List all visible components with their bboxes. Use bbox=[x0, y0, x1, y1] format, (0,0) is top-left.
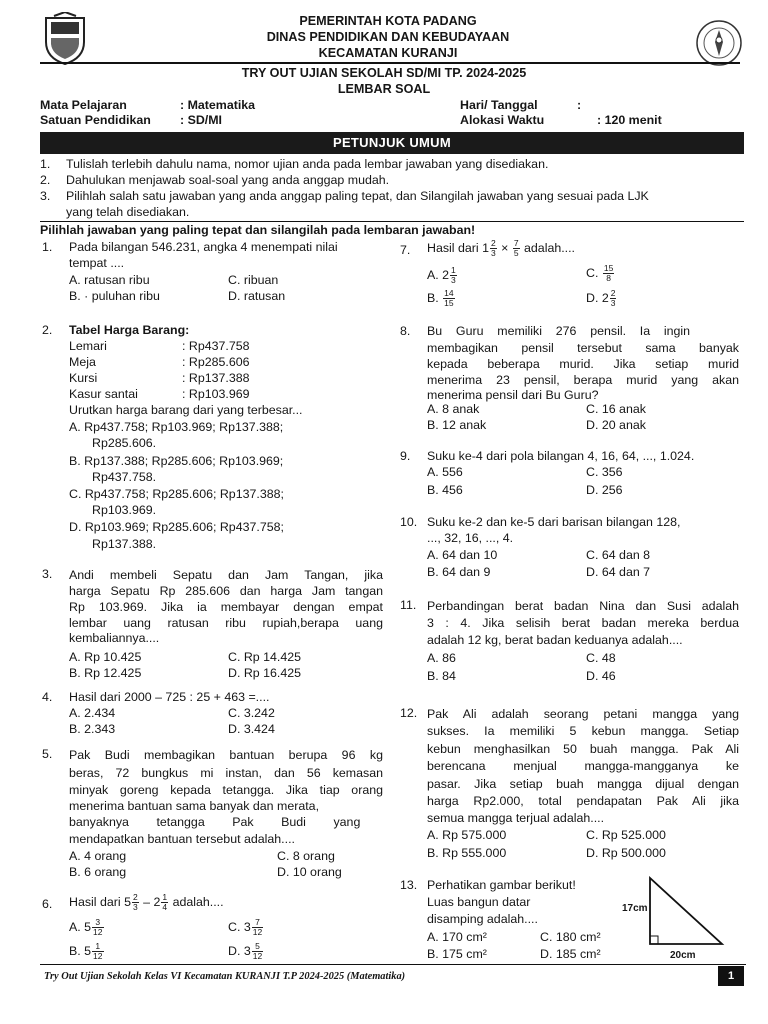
fraction-numerator: 5 bbox=[252, 942, 263, 952]
question-text: Pak Ali adalah seorang petani mangga yang bbox=[427, 707, 739, 721]
sheet-title: LEMBAR SOAL bbox=[337, 82, 431, 96]
option-d: D. 20 anak bbox=[586, 418, 646, 432]
table-heading: Tabel Harga Barang: bbox=[69, 323, 190, 337]
option-b-cont: Rp437.758. bbox=[92, 470, 157, 484]
question-text: mendapatkan bantuan tersebut adalah.... bbox=[69, 832, 295, 846]
rule-number: 3. bbox=[40, 189, 51, 203]
main-instruction: Pilihlah jawaban yang paling tepat dan silangilah pada lembaran jawaban! bbox=[40, 223, 476, 237]
option-b-whole: B. bbox=[427, 290, 439, 305]
option-b: B. 456 bbox=[427, 483, 463, 497]
table-price: : Rp285.606 bbox=[182, 355, 250, 369]
option-b: B. 6 orang bbox=[69, 865, 127, 879]
option-c: C. ribuan bbox=[228, 273, 279, 287]
table-item: Lemari bbox=[69, 339, 107, 353]
question-text: minyak goreng kepada tetangga. Jika tiap orang bbox=[69, 783, 383, 797]
question-text: Bu Guru memiliki 276 pensil. Ia ingin bbox=[427, 324, 691, 338]
unit-label: Satuan Pendidikan bbox=[40, 113, 151, 127]
question-text: sukses. Ia memiliki 5 kebun mangga. Setiap bbox=[427, 724, 739, 738]
option-d: D. Rp 500.000 bbox=[586, 846, 666, 860]
option-b bbox=[427, 289, 456, 308]
table-price: : Rp137.388 bbox=[182, 371, 250, 385]
triangle-height-label: 17cm bbox=[622, 903, 648, 914]
option-d: D. 185 cm² bbox=[540, 947, 601, 961]
page-number: 1 bbox=[718, 966, 744, 986]
fraction bbox=[161, 893, 168, 912]
fraction-numerator: 2 bbox=[490, 238, 496, 248]
question-text: Andi membeli Sepatu dan Jam Tangan, jika bbox=[69, 568, 383, 582]
option-b: B. Rp137.388; Rp285.606; Rp103.969; bbox=[69, 454, 284, 468]
option-c-cont: Rp103.969. bbox=[92, 503, 157, 517]
fraction-numerator: 15 bbox=[603, 263, 614, 273]
rule-text: yang telah disediakan. bbox=[66, 205, 190, 219]
question-text: Perbandingan berat badan Nina dan Susi adalah bbox=[427, 599, 739, 613]
question-text: membagikan pensil tersebut sama banyak bbox=[427, 341, 739, 355]
fraction-denominator: 3 bbox=[451, 275, 456, 285]
option-b: B. Rp 12.425 bbox=[69, 666, 142, 680]
option-c: C. Rp437.758; Rp285.606; Rp137.388; bbox=[69, 487, 284, 501]
fraction bbox=[603, 264, 614, 283]
fraction bbox=[490, 239, 497, 258]
option-c-whole: C. 3 bbox=[228, 919, 251, 934]
fraction-numerator: 1 bbox=[162, 892, 168, 902]
option-a: A. 86 bbox=[427, 651, 456, 665]
fraction bbox=[450, 266, 457, 285]
fraction-numerator: 1 bbox=[451, 265, 456, 275]
option-d-cont: Rp137.388. bbox=[92, 537, 157, 551]
footer-rule bbox=[40, 964, 746, 965]
question-text: adalah 12 kg, berat badan keduanya adalah.... bbox=[427, 633, 683, 647]
option-c: C. 64 dan 8 bbox=[586, 548, 651, 562]
question-text: Pada bilangan 546.231, angka 4 menempati nilai bbox=[69, 240, 338, 254]
header-line-1: PEMERINTAH KOTA PADANG bbox=[299, 14, 477, 28]
fraction-denominator: 3 bbox=[132, 902, 138, 912]
option-a-cont: Rp285.606. bbox=[92, 436, 157, 450]
option-a bbox=[69, 918, 105, 937]
option-c: C. 356 bbox=[586, 465, 623, 479]
fraction-numerator: 7 bbox=[252, 918, 263, 928]
question-text: menerima bantuan sama banyak dan merata, bbox=[69, 799, 320, 813]
general-instructions-heading: PETUNJUK UMUM bbox=[332, 135, 451, 150]
option-b: B. 175 cm² bbox=[427, 947, 487, 961]
question-text: berencana menjual mangga-mangganya ke bbox=[427, 759, 739, 773]
question-text: Suku ke-4 dari pola bilangan 4, 16, 64, ..., 1.024. bbox=[427, 449, 695, 463]
option-d: D. 3.424 bbox=[228, 722, 275, 736]
fraction bbox=[443, 289, 454, 308]
option-d: D. 256 bbox=[586, 483, 623, 497]
question-text: banyaknya tetangga Pak Budi yang bbox=[69, 815, 361, 829]
question-text: Pak Budi membagikan bantuan berupa 96 kg bbox=[69, 748, 383, 762]
fraction-denominator: 8 bbox=[606, 273, 611, 283]
question-text: harga Sepatu Rp 285.606 dan harga Jam tangan bbox=[69, 584, 383, 598]
fraction-numerator: 2 bbox=[610, 288, 616, 298]
question-text-part: – 2 bbox=[139, 894, 161, 909]
option-a: A. 2.434 bbox=[69, 706, 116, 720]
option-a: A. 556 bbox=[427, 465, 463, 479]
option-c-whole: C. bbox=[586, 265, 599, 280]
option-d bbox=[228, 942, 264, 961]
question-number: 10. bbox=[400, 515, 418, 529]
option-a: A. ratusan ribu bbox=[69, 273, 150, 287]
question-number: 9. bbox=[400, 449, 411, 463]
question-text: disamping adalah.... bbox=[427, 912, 538, 926]
question-text: 3 : 4. Jika selisih berat badan mereka berdua bbox=[427, 616, 739, 630]
question-number: 8. bbox=[400, 324, 411, 338]
header-line-2: DINAS PENDIDIKAN DAN KEBUDAYAAN bbox=[266, 30, 510, 44]
fraction bbox=[252, 918, 263, 937]
fraction-denominator: 15 bbox=[444, 298, 454, 308]
general-instructions-bar bbox=[40, 132, 744, 154]
table-item: Meja bbox=[69, 355, 96, 369]
fraction-numerator: 7 bbox=[513, 238, 519, 248]
instructions-rule bbox=[40, 221, 744, 222]
question-text: menerima 23 pensil, berapa murid yang akan bbox=[427, 373, 739, 387]
option-d: D. 10 orang bbox=[277, 865, 342, 879]
option-b: B. 2.343 bbox=[69, 722, 116, 736]
option-c: C. 3.242 bbox=[228, 706, 275, 720]
rule-text: Tulislah terlebih dahulu nama, nomor ujian anda pada lembar jawaban yang disediakan. bbox=[66, 157, 549, 171]
rule-text: Dahulukan menjawab soal-soal yang anda anggap mudah. bbox=[66, 173, 390, 187]
day-label: Hari/ Tanggal bbox=[460, 98, 538, 112]
option-a: A. 170 cm² bbox=[427, 930, 487, 944]
question-number: 2. bbox=[42, 323, 53, 337]
question-text: menerima pensil dari Bu Guru? bbox=[427, 388, 599, 402]
option-d-whole: D. 3 bbox=[228, 943, 251, 958]
fraction-denominator: 12 bbox=[93, 951, 103, 961]
subject-value: : Matematika bbox=[180, 98, 256, 112]
fraction-denominator: 3 bbox=[490, 248, 496, 258]
fraction bbox=[252, 942, 263, 961]
option-c: C. Rp 14.425 bbox=[228, 650, 302, 664]
option-b-whole: B. 5 bbox=[69, 943, 92, 958]
fraction-denominator: 12 bbox=[252, 927, 263, 937]
time-label: Alokasi Waktu bbox=[460, 113, 545, 127]
fraction bbox=[610, 289, 617, 308]
question-number: 11. bbox=[400, 598, 417, 612]
time-value: : 120 menit bbox=[597, 113, 662, 127]
option-a: A. Rp437.758; Rp103.969; Rp137.388; bbox=[69, 420, 284, 434]
fraction-numerator: 1 bbox=[92, 942, 103, 952]
option-a-whole: A. 5 bbox=[69, 919, 92, 934]
question-text: kepada beberapa murid. Jika setiap murid bbox=[427, 357, 739, 371]
question-text-part: adalah.... bbox=[520, 240, 575, 255]
fraction-numerator: 2 bbox=[132, 892, 138, 902]
option-c: C. Rp 525.000 bbox=[586, 828, 666, 842]
question-text: ..., 32, 16, ..., 4. bbox=[427, 531, 514, 545]
question-text: kembaliannya.... bbox=[69, 631, 160, 645]
footer-text: Try Out Ujian Sekolah Kelas VI Kecamatan KURANJI T.P 2024-2025 (Matematika) bbox=[44, 971, 406, 982]
option-b: B. 64 dan 9 bbox=[427, 565, 491, 579]
unit-value: : SD/MI bbox=[180, 113, 222, 127]
option-c: C. 8 orang bbox=[277, 849, 335, 863]
option-c: C. 48 bbox=[586, 651, 616, 665]
option-d bbox=[586, 289, 617, 308]
table-price: : Rp103.969 bbox=[182, 387, 250, 401]
day-value: : bbox=[577, 98, 582, 112]
rule-number: 2. bbox=[40, 173, 51, 187]
header-line-3: KECAMATAN KURANJI bbox=[318, 46, 458, 60]
header-rule bbox=[40, 62, 740, 64]
option-c: C. 180 cm² bbox=[540, 930, 601, 944]
question-number: 6. bbox=[42, 897, 53, 911]
option-b: B. Rp 555.000 bbox=[427, 846, 507, 860]
rule-text: Pilihlah salah satu jawaban yang anda anggap paling tepat, dan Silangilah jawaban yang sesuai pada LJK bbox=[66, 189, 649, 203]
option-d: D. ratusan bbox=[228, 289, 286, 303]
option-a: A. Rp 575.000 bbox=[427, 828, 507, 842]
question-text: tempat .... bbox=[69, 256, 125, 270]
question-number: 7. bbox=[400, 243, 411, 257]
option-c: C. 16 anak bbox=[586, 402, 646, 416]
question-text: Luas bangun datar bbox=[427, 895, 531, 909]
question-text-part: Hasil dari 1 bbox=[427, 240, 489, 255]
fraction bbox=[132, 893, 139, 912]
question-text: beras, 72 bungkus mi instan, dan 56 kemasan bbox=[69, 766, 383, 780]
fraction bbox=[92, 918, 103, 937]
exam-title: TRY OUT UJIAN SEKOLAH SD/MI TP. 2024-2025 bbox=[241, 66, 527, 80]
question-text-part: adalah.... bbox=[169, 894, 224, 909]
option-b bbox=[69, 942, 105, 961]
fraction bbox=[513, 239, 520, 258]
subject-label: Mata Pelajaran bbox=[40, 98, 127, 112]
question-number: 12. bbox=[400, 706, 418, 720]
fraction-denominator: 12 bbox=[252, 951, 263, 961]
question-number: 1. bbox=[42, 240, 53, 254]
fraction-denominator: 12 bbox=[93, 927, 103, 937]
option-a: A. 64 dan 10 bbox=[427, 548, 498, 562]
triangle-base-label: 20cm bbox=[670, 950, 696, 961]
option-d-whole: D. 2 bbox=[586, 290, 609, 305]
table-item: Kasur santai bbox=[69, 387, 138, 401]
rule-number: 1. bbox=[40, 157, 51, 171]
option-b: B. 12 anak bbox=[427, 418, 487, 432]
option-d: D. Rp103.969; Rp285.606; Rp437.758; bbox=[69, 520, 284, 534]
option-b: B. · puluhan ribu bbox=[69, 289, 160, 303]
option-d: D. 64 dan 7 bbox=[586, 565, 651, 579]
table-item: Kursi bbox=[69, 371, 98, 385]
option-a: A. 8 anak bbox=[427, 402, 480, 416]
option-a: A. 4 orang bbox=[69, 849, 127, 863]
question-text: Suku ke-2 dan ke-5 dari barisan bilangan 128, bbox=[427, 515, 681, 529]
question-text: lembar uang ratusan ribu rupiah,berapa uang bbox=[69, 616, 383, 630]
option-a: A. Rp 10.425 bbox=[69, 650, 142, 664]
question-text bbox=[427, 239, 575, 258]
option-c bbox=[228, 918, 264, 937]
fraction-denominator: 4 bbox=[162, 902, 168, 912]
question-text bbox=[69, 893, 224, 912]
question-text: Perhatikan gambar berikut! bbox=[427, 878, 576, 892]
question-text: Hasil dari 2000 – 725 : 25 + 463 =.... bbox=[69, 690, 270, 704]
question-number: 4. bbox=[42, 690, 53, 704]
question-text-part: Hasil dari 5 bbox=[69, 894, 131, 909]
option-d: D. 46 bbox=[586, 669, 616, 683]
question-number: 3. bbox=[42, 567, 53, 581]
question-text-part: × bbox=[497, 240, 512, 255]
option-d: D. Rp 16.425 bbox=[228, 666, 302, 680]
question-text: Urutkan harga barang dari yang terbesar... bbox=[69, 403, 303, 417]
question-number: 13. bbox=[400, 878, 418, 892]
table-price: : Rp437.758 bbox=[182, 339, 250, 353]
fraction-numerator: 14 bbox=[444, 288, 454, 298]
fraction-numerator: 3 bbox=[92, 918, 103, 928]
option-a bbox=[427, 266, 458, 285]
question-text: semua mangga terjual adalah.... bbox=[427, 811, 605, 825]
fraction-denominator: 3 bbox=[610, 298, 616, 308]
fraction-denominator: 5 bbox=[513, 248, 519, 258]
question-text: kebun menghasilkan 50 buah mangga. Pak Ali bbox=[427, 742, 739, 756]
option-c bbox=[586, 264, 615, 283]
option-a-whole: A. 2 bbox=[427, 267, 450, 282]
letterhead bbox=[30, 12, 746, 64]
question-text: Rp 103.969. Jika ia membayar dengan empat bbox=[69, 600, 383, 614]
right-triangle-figure bbox=[646, 876, 726, 948]
question-number: 5. bbox=[42, 747, 53, 761]
fraction bbox=[92, 942, 103, 961]
question-text: harga Rp2.000, total pendapatan Pak Ali jika bbox=[427, 794, 739, 808]
question-text: pasar. Jika setiap buah mangga dijual dengan bbox=[427, 777, 739, 791]
option-b: B. 84 bbox=[427, 669, 456, 683]
